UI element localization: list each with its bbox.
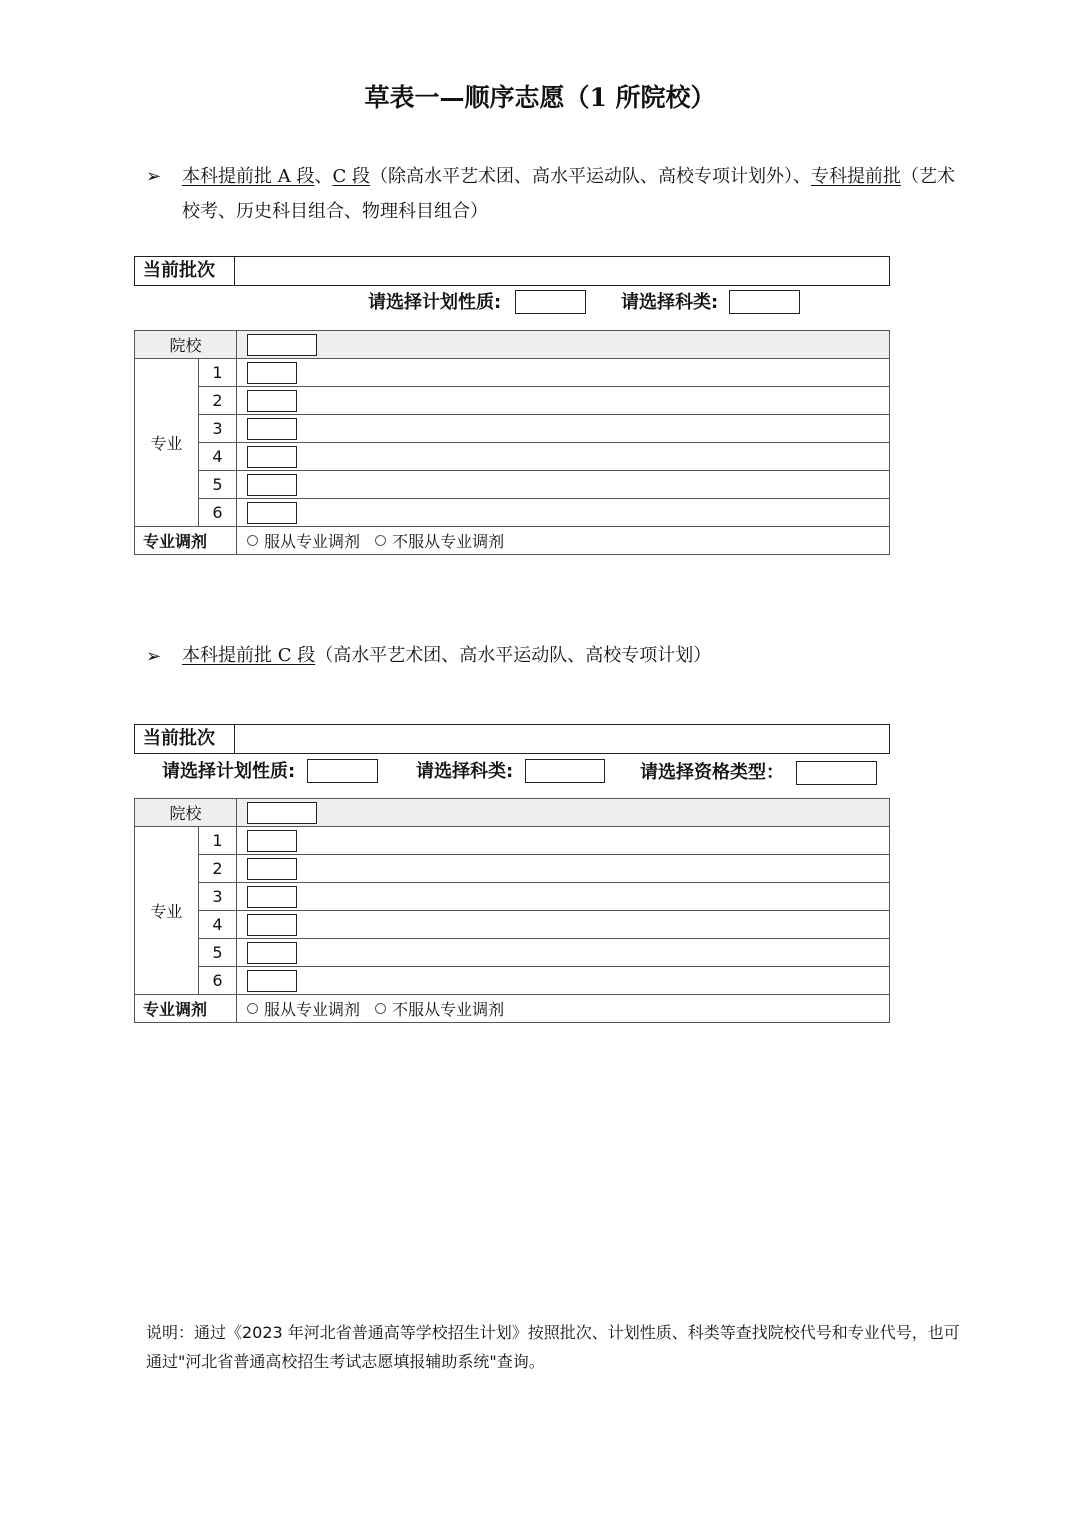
major-code-input[interactable] [247,362,297,384]
section1-heading-scope: （除高水平艺术团、高水平运动队、高校专项计划外）、 [369,166,811,187]
current-batch-field[interactable] [235,257,889,285]
major-code-input[interactable] [247,942,297,964]
subject-type-select[interactable] [525,759,605,783]
reject-adjust-label: 不服从专业调剂 [392,532,505,551]
major-row-number: 5 [199,939,237,967]
major-code-input[interactable] [247,830,297,852]
reject-adjust-radio[interactable] [375,535,386,546]
subject-type-select[interactable] [729,290,800,314]
footnote: 说明：通过《2023 年河北省普通高等学校招生计划》按照批次、计划性质、科类等查找院校代号和专业代号，也可通过"河北省普通高校招生考试志愿填报辅助系统"查询。 [146,1323,960,1371]
bullet-arrow-icon: ➢ [146,646,162,667]
current-batch-label: 当前批次 [135,725,235,753]
major-code-input[interactable] [247,446,297,468]
major-row-number: 3 [199,883,237,911]
subject-type-label: 请选择科类: [621,292,719,313]
plan-type-select[interactable] [515,290,586,314]
major-code-input[interactable] [247,474,297,496]
major-row-number: 2 [199,387,237,415]
section1-heading-batch-a: 本科提前批 A 段 [182,166,315,187]
major-row-number: 3 [199,415,237,443]
major-cell [237,359,890,387]
major-row-number: 4 [199,443,237,471]
section2-heading-batch: 本科提前批 C 段 [182,645,316,666]
major-cell [237,939,890,967]
major-cell [237,967,890,995]
accept-adjust-label: 服从专业调剂 [264,532,361,551]
subject-type-label: 请选择科类: [416,761,514,782]
current-batch-label: 当前批次 [135,257,235,285]
section1-heading-batch-c: C 段 [332,166,370,187]
section1-heading-vocational: 专科提前批 [810,166,901,187]
major-cell [237,415,890,443]
major-adjust-options [237,995,890,1023]
major-cell [237,883,890,911]
major-row-number: 6 [199,967,237,995]
major-cell [237,499,890,527]
major-code-input[interactable] [247,418,297,440]
section1-heading-sep: 、 [314,166,333,187]
section1-heading-groups: （艺术校考、历史科目组合、物理科目组合） [182,166,955,222]
major-adjust-label: 专业调剂 [135,527,237,555]
school-label: 院校 [135,331,237,359]
major-cell [237,443,890,471]
accept-adjust-label: 服从专业调剂 [264,1000,361,1019]
qualification-type-label: 请选择资格类型： [640,762,784,783]
school-code-input[interactable] [247,802,317,824]
reject-adjust-label: 不服从专业调剂 [392,1000,505,1019]
plan-type-label: 请选择计划性质: [162,761,296,782]
school-cell [237,799,890,827]
major-cell [237,471,890,499]
major-row-number: 2 [199,855,237,883]
major-cell [237,387,890,415]
current-batch-row [134,724,890,754]
plan-type-label: 请选择计划性质: [368,292,502,313]
section1-heading [182,159,972,229]
major-code-input[interactable] [247,886,297,908]
major-row-number: 1 [199,827,237,855]
accept-adjust-radio[interactable] [247,535,258,546]
major-code-input[interactable] [247,502,297,524]
section2-heading [182,638,972,673]
section2-heading-scope: （高水平艺术团、高水平运动队、高校专项计划） [315,645,712,666]
plan-type-select[interactable] [307,759,378,783]
major-code-input[interactable] [247,390,297,412]
accept-adjust-radio[interactable] [247,1003,258,1014]
bullet-arrow-icon: ➢ [146,166,162,187]
major-row-number: 1 [199,359,237,387]
qualification-type-select[interactable] [796,761,877,785]
major-code-input[interactable] [247,914,297,936]
page-title: 草表一—顺序志愿（1 所院校） [364,83,716,112]
major-label: 专业 [135,827,199,995]
school-cell [237,331,890,359]
major-code-input[interactable] [247,858,297,880]
major-row-number: 5 [199,471,237,499]
current-batch-row [134,256,890,286]
major-row-number: 4 [199,911,237,939]
reject-adjust-radio[interactable] [375,1003,386,1014]
choice-table-2 [134,798,890,1023]
major-cell [237,827,890,855]
major-adjust-label: 专业调剂 [135,995,237,1023]
major-label: 专业 [135,359,199,527]
major-adjust-options [237,527,890,555]
major-cell [237,911,890,939]
school-label: 院校 [135,799,237,827]
school-code-input[interactable] [247,334,317,356]
current-batch-field[interactable] [235,725,889,753]
major-cell [237,855,890,883]
choice-table-1 [134,330,890,555]
major-code-input[interactable] [247,970,297,992]
major-row-number: 6 [199,499,237,527]
